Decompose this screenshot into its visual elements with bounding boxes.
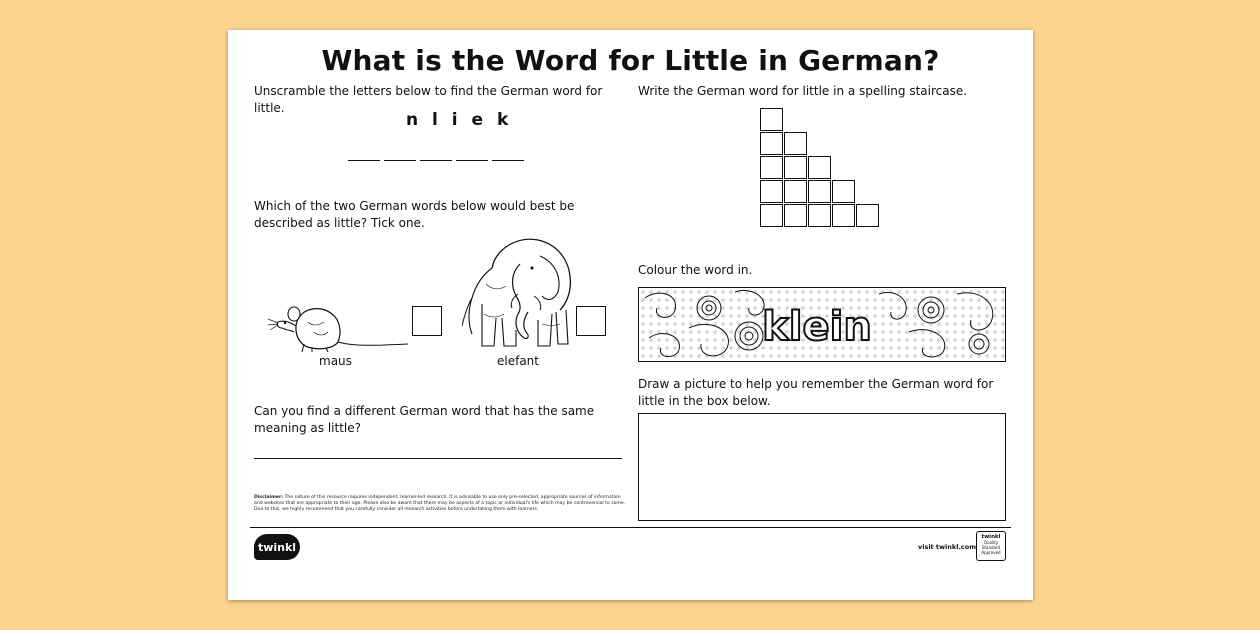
staircase-cell[interactable] (760, 180, 783, 203)
staircase-cell[interactable] (784, 132, 807, 155)
paisley-pattern (639, 288, 1005, 361)
tick-instruction: Which of the two German words below would best be described as little? Tick one. (254, 199, 575, 230)
badge-line2: Approved (981, 550, 1001, 555)
synonym-instruction: Can you find a different German word that has the same meaning as little? (254, 404, 595, 435)
staircase-cell[interactable] (760, 156, 783, 179)
staircase-cell[interactable] (856, 204, 879, 227)
letter-blank[interactable] (456, 148, 488, 161)
twinkl-logo: twinkl (254, 534, 300, 560)
staircase-cell[interactable] (760, 108, 783, 131)
answer-blanks (348, 148, 524, 161)
letter-blank[interactable] (348, 148, 380, 161)
quality-badge (976, 531, 1006, 561)
disclaimer-text: The nature of this resource requires independent, learner-led research. It is advisable to use only pre-selected, appropriate sources of information and websites that are appropriate to their age. Please also be aware that there may be aspects of a topic or individual's life which may be controversial to some. Due to this, we highly recommend that you carefully consider all research activities before undertaking them with learners. (254, 495, 626, 512)
letter-blank[interactable] (384, 148, 416, 161)
unscramble-instruction: Unscramble the letters below to find the German word for little. (254, 84, 603, 115)
worksheet-title: What is the Word for Little in German? (321, 44, 940, 77)
colour-instruction: Colour the word in. (638, 263, 753, 277)
disclaimer-title: Disclaimer: (254, 495, 284, 500)
elefant-label: elefant (497, 354, 539, 368)
disclaimer (254, 495, 626, 513)
staircase-cell[interactable] (784, 180, 807, 203)
footer-divider (250, 527, 1011, 528)
scrambled-letters: n l i e k (406, 110, 513, 130)
draw-instruction: Draw a picture to help you remember the German word for little in the box below. (638, 377, 994, 408)
staircase-cell[interactable] (784, 156, 807, 179)
staircase-cell[interactable] (760, 204, 783, 227)
tickbox-elefant[interactable] (576, 306, 606, 336)
answer-line[interactable] (254, 458, 622, 459)
mouse-illustration (268, 292, 410, 354)
drawing-box[interactable] (638, 413, 1006, 521)
letter-blank[interactable] (492, 148, 524, 161)
staircase-cell[interactable] (832, 204, 855, 227)
staircase-cell[interactable] (808, 156, 831, 179)
maus-label: maus (319, 354, 352, 368)
staircase-cell[interactable] (832, 180, 855, 203)
staircase-cell[interactable] (808, 204, 831, 227)
staircase-instruction: Write the German word for little in a spelling staircase. (638, 84, 968, 98)
tickbox-maus[interactable] (412, 306, 442, 336)
colouring-panel[interactable] (638, 287, 1006, 362)
elephant-illustration (462, 234, 574, 352)
staircase-cell[interactable] (808, 180, 831, 203)
staircase-cell[interactable] (760, 132, 783, 155)
worksheet (228, 30, 1033, 600)
staircase-cell[interactable] (784, 204, 807, 227)
visit-link[interactable]: visit twinkl.com (918, 543, 977, 551)
colour-word: klein (762, 304, 872, 350)
badge-title: twinkl (981, 534, 1001, 540)
badge-line1: Quality Standard (981, 540, 1001, 550)
letter-blank[interactable] (420, 148, 452, 161)
